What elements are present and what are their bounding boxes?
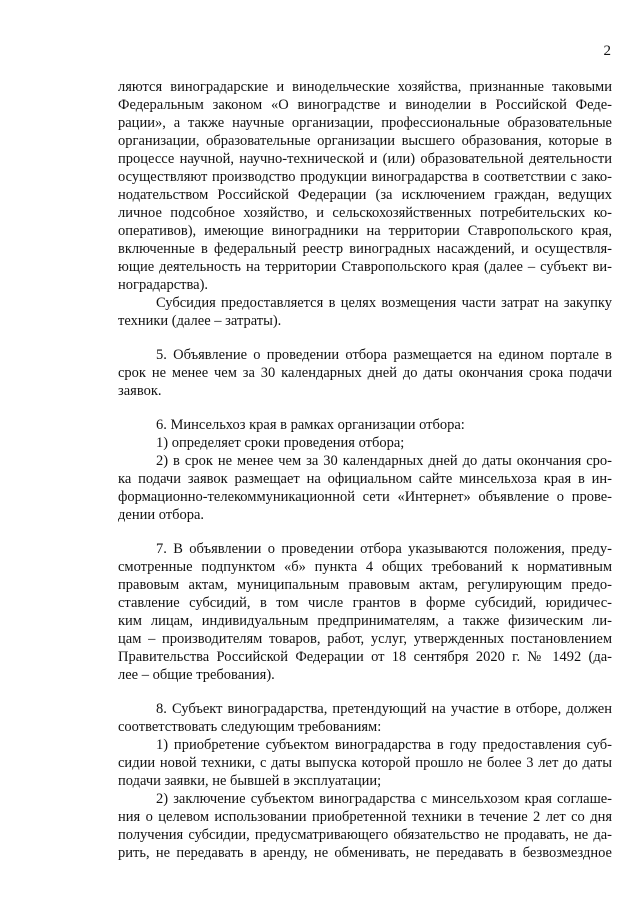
paragraph (118, 790, 612, 862)
text-line: соответствовать следующим требованиям: (118, 719, 382, 735)
paragraph (118, 736, 612, 790)
text-line: ния о целевом использовании приобретенной техники в течение 2 лет со дня (118, 809, 612, 825)
text-line: личное подсобное хозяйство, и сельскохозяйственных потребительских ко- (118, 205, 612, 221)
text-line: лее – общие требования). (118, 667, 275, 683)
text-line: сидии новой техники, с даты выпуска которой прошло не более 3 лет до даты (118, 755, 612, 771)
text-line: 7. В объявлении о проведении отбора указываются положения, преду- (156, 541, 612, 557)
text-line: нодательством Российской Федерации (за исключением граждан, ведущих (118, 187, 612, 203)
text-line: срок не менее чем за 30 календарных дней до даты окончания срока подачи (118, 365, 612, 381)
page-number: 2 (603, 43, 611, 59)
text-line: 5. Объявление о проведении отбора размещается на едином портале в (156, 347, 612, 363)
text-line: организации, образовательные организации высшего образования, которые в (118, 133, 612, 149)
text-line: ким лицам, индивидуальным предпринимателям, а также физическим ли- (118, 613, 612, 629)
text-line: 2) в срок не менее чем за 30 календарных дней до даты окончания сро- (156, 453, 612, 469)
text-line: ноградарства). (118, 277, 209, 293)
text-line: оперативов), имеющие виноградники на территории Ставропольского края, (118, 223, 612, 239)
text-line: рации», а также научные организации, профессиональные образовательные (118, 115, 612, 131)
text-line: получения субсидии, предусматривающего обязательство не продавать, не да- (118, 827, 612, 843)
paragraph (118, 416, 612, 434)
text-line: заявок. (118, 383, 162, 399)
text-line: 2) заключение субъектом виноградарства с минсельхозом края соглаше- (156, 791, 612, 807)
paragraph-gap (118, 684, 612, 700)
text-line: процессе научной, научно-технической и (или) образовательной деятельности (118, 151, 612, 167)
text-line: Федеральным законом «О виноградстве и виноделии в Российской Феде- (118, 97, 612, 113)
paragraph (118, 540, 612, 684)
text-line: ка подачи заявок размещает на официальном сайте минсельхоза края в ин- (118, 471, 612, 487)
text-line: 1) определяет сроки проведения отбора; (156, 435, 405, 451)
text-line: дении отбора. (118, 507, 205, 523)
text-line: Субсидия предоставляется в целях возмещения части затрат на закупку (156, 295, 612, 311)
paragraph-gap (118, 524, 612, 540)
paragraph (118, 294, 612, 330)
text-line: техники (далее – затраты). (118, 313, 282, 329)
text-line: Правительства Российской Федерации от 18 сентября 2020 г. № 1492 (да- (118, 649, 612, 665)
document-body (118, 78, 612, 862)
paragraph (118, 434, 612, 452)
text-line: 1) приобретение субъектом виноградарства в году предоставления суб- (156, 737, 612, 753)
text-line: ляются виноградарские и винодельческие хозяйства, признанные таковыми (118, 79, 612, 95)
text-line: ставление субсидий, в том числе грантов в форме субсидий, юридичес- (118, 595, 612, 611)
text-line: цам – производителям товаров, работ, услуг, утвержденных постановлением (118, 631, 612, 647)
text-line: смотренные подпунктом «б» пункта 4 общих требований к нормативным (118, 559, 612, 575)
paragraph (118, 700, 612, 736)
text-line: подачи заявки, не бывшей в эксплуатации; (118, 773, 382, 789)
text-line: ющие деятельность на территории Ставропольского края (далее – субъект ви- (118, 259, 612, 275)
paragraph (118, 346, 612, 400)
text-line: 6. Минсельхоз края в рамках организации отбора: (156, 417, 465, 433)
text-line: рить, не передавать в аренду, не обменивать, не передавать в безвозмездное (118, 845, 612, 861)
text-line: включенные в федеральный реестр виноградных насаждений, и осуществля- (118, 241, 612, 257)
paragraph (118, 78, 612, 294)
text-line: формационно-телекоммуникационной сети «Интернет» объявление о прове- (118, 489, 612, 505)
paragraph-gap (118, 330, 612, 346)
text-line: 8. Субъект виноградарства, претендующий на участие в отборе, должен (156, 701, 612, 717)
paragraph-gap (118, 400, 612, 416)
text-line: правовым актам, муниципальным правовым актам, регулирующим предо- (118, 577, 612, 593)
text-line: осуществляют производство продукции виноградарства в соответствии с зако- (118, 169, 612, 185)
paragraph (118, 452, 612, 524)
